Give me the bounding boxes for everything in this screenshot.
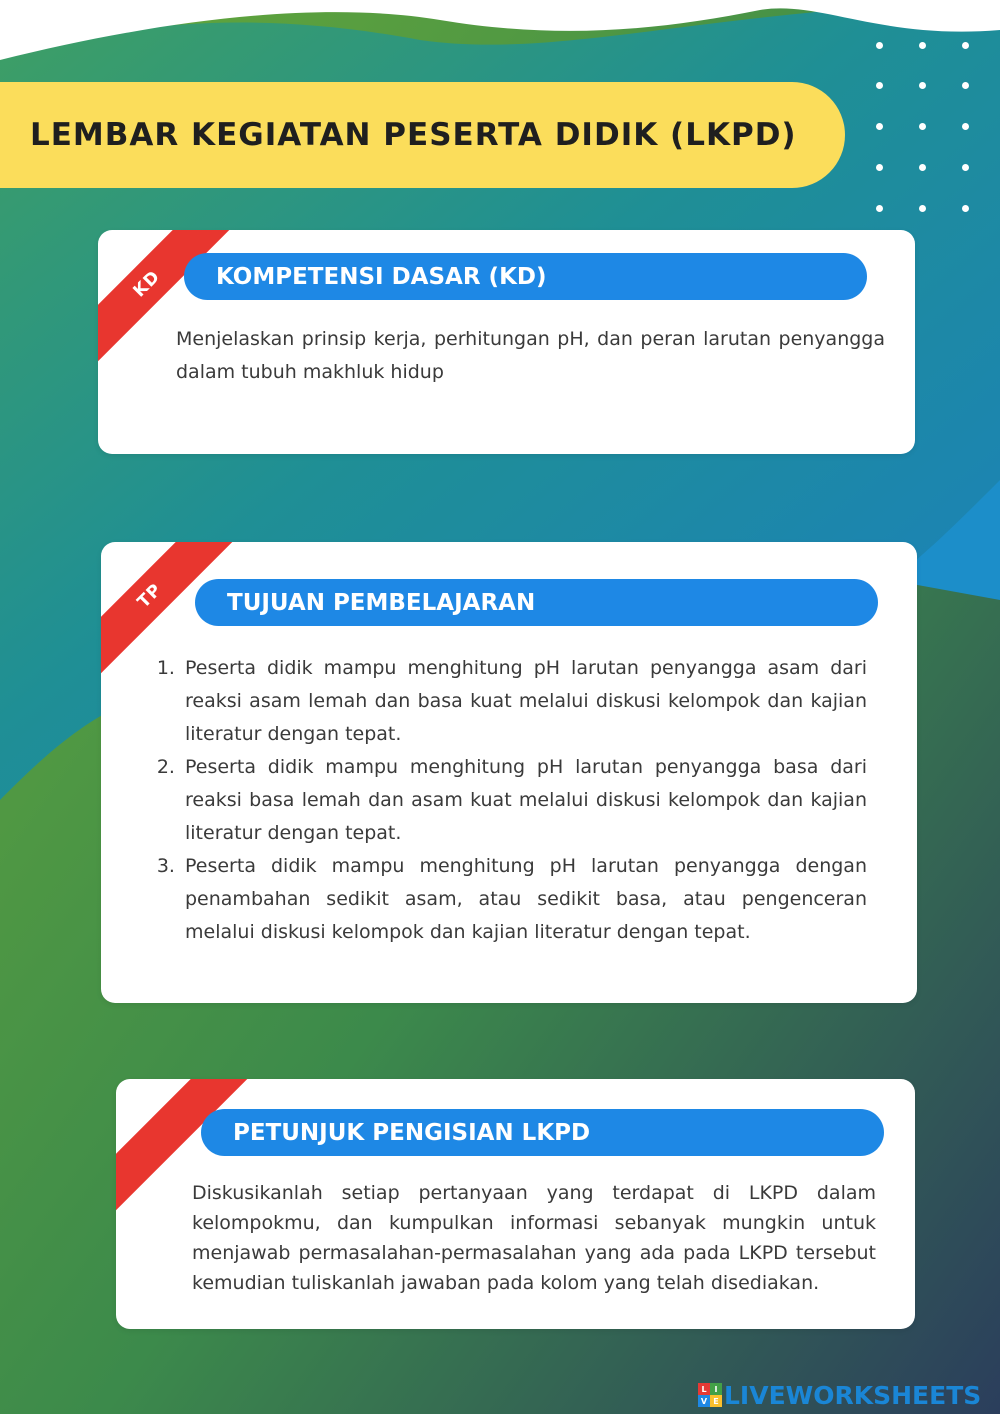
petunjuk-heading-pill xyxy=(201,1109,884,1156)
petunjuk-card xyxy=(116,1079,915,1329)
kd-heading-pill xyxy=(184,253,867,300)
tp-heading: TUJUAN PEMBELAJARAN xyxy=(227,589,536,616)
kd-card xyxy=(98,230,915,454)
liveworksheets-watermark xyxy=(698,1381,981,1409)
liveworksheets-logo-icon: L I V E xyxy=(698,1383,722,1407)
tp-card xyxy=(101,542,917,1003)
decorative-dot-grid xyxy=(866,30,986,220)
tp-ribbon: TP xyxy=(101,542,245,691)
tp-goal-item: 1. Peserta didik mampu menghitung pH larutan penyangga asam dari reaksi asam lemah dan basa kuat melalui diskusi kelompok dan kajian literatur dengan tepat. xyxy=(181,652,867,751)
watermark-text: LIVEWORKSHEETS xyxy=(724,1380,982,1410)
petunjuk-text: Diskusikanlah setiap pertanyaan yang terdapat di LKPD dalam kelompokmu, dan kumpulkan informasi sebanyak mungkin untuk menjawab permasalahan-permasalahan yang ada pada LKPD tersebut kemudian tuliskanlah jawaban pada kolom yang telah disediakan. xyxy=(192,1182,876,1294)
tp-goal-list xyxy=(161,652,867,949)
tp-heading-pill xyxy=(195,579,878,626)
kd-text: Menjelaskan prinsip kerja, perhitungan pH, dan peran larutan penyangga dalam tubuh makhluk hidup xyxy=(176,328,885,383)
kd-heading: KOMPETENSI DASAR (KD) xyxy=(216,263,547,290)
tp-goal-item: 2. Peserta didik mampu menghitung pH larutan penyangga basa dari reaksi basa lemah dan asam kuat melalui diskusi kelompok dan kajian literatur dengan tepat. xyxy=(181,751,867,850)
page-title: LEMBAR KEGIATAN PESERTA DIDIK (LKPD) xyxy=(30,117,797,153)
kd-ribbon: KD xyxy=(98,230,242,379)
title-banner xyxy=(0,82,845,188)
tp-goal-item: 3. Peserta didik mampu menghitung pH larutan penyangga dengan penambahan sedikit asam, atau sedikit basa, atau pengenceran melalui diskusi kelompok dan kajian literatur dengan tepat. xyxy=(181,850,867,949)
petunjuk-heading: PETUNJUK PENGISIAN LKPD xyxy=(233,1119,591,1146)
